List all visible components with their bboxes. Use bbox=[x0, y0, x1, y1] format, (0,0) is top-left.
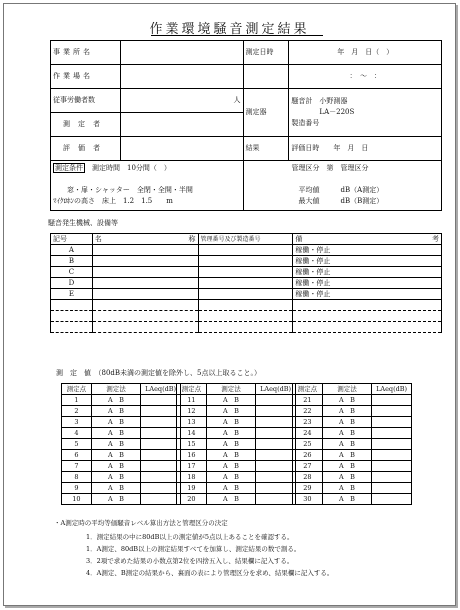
table-row bbox=[293, 483, 412, 494]
date-label: 測定日時 bbox=[243, 41, 289, 65]
workers-label: 従事労働者数 bbox=[51, 89, 121, 113]
db-cell[interactable] bbox=[372, 417, 412, 428]
method-cell[interactable]: A B bbox=[206, 406, 255, 417]
class-value: 第 管理区分 bbox=[326, 164, 369, 172]
title-underline bbox=[151, 35, 323, 36]
workplace-field[interactable] bbox=[120, 65, 243, 89]
point-number: 3 bbox=[62, 417, 92, 428]
eq-status[interactable]: 稼働・停止 bbox=[293, 278, 442, 289]
col-point: 測定点 bbox=[293, 384, 323, 395]
evaluator-field[interactable] bbox=[120, 137, 243, 161]
method-cell[interactable]: A B bbox=[91, 406, 140, 417]
evaluator-label: 評価者 bbox=[51, 137, 121, 161]
notes-title: ・A測定時の平均等価騒音レベル算出方法と管理区分の決定 bbox=[54, 519, 228, 527]
table-row bbox=[51, 289, 442, 300]
table-row bbox=[62, 395, 181, 406]
table-row bbox=[62, 494, 181, 505]
db-cell[interactable] bbox=[256, 461, 296, 472]
eq-code: E bbox=[51, 289, 93, 300]
point-number: 26 bbox=[293, 450, 323, 461]
table-row bbox=[62, 450, 181, 461]
point-number: 7 bbox=[62, 461, 92, 472]
measure-heading: 測 定 値 （80dB未満の測定値を除外し、5点以上取ること。） bbox=[56, 369, 261, 377]
eq-head-name: 名 称 bbox=[92, 234, 198, 245]
time-field[interactable] bbox=[289, 65, 442, 89]
workers-field[interactable] bbox=[120, 89, 243, 113]
db-cell[interactable] bbox=[141, 417, 181, 428]
table-row bbox=[293, 406, 412, 417]
cond-time: 測定時間 10分間（ ） bbox=[92, 164, 171, 172]
method-cell[interactable]: A B bbox=[322, 417, 371, 428]
measure-table-3 bbox=[292, 383, 412, 505]
point-number: 27 bbox=[293, 461, 323, 472]
col-method: 測定法 bbox=[206, 384, 255, 395]
method-cell[interactable]: A B bbox=[206, 494, 255, 505]
table-row bbox=[62, 439, 181, 450]
instrument-label: 測定器 bbox=[243, 89, 289, 137]
table-row bbox=[62, 428, 181, 439]
method-cell[interactable]: A B bbox=[91, 395, 140, 406]
method-cell[interactable]: A B bbox=[91, 450, 140, 461]
eq-status[interactable]: 稼働・停止 bbox=[293, 245, 442, 256]
point-number: 5 bbox=[62, 439, 92, 450]
point-number: 15 bbox=[177, 439, 207, 450]
db-cell[interactable] bbox=[256, 472, 296, 483]
table-row bbox=[62, 483, 181, 494]
eq-status[interactable]: 稼働・停止 bbox=[293, 289, 442, 300]
method-cell[interactable]: A B bbox=[206, 428, 255, 439]
method-cell[interactable]: A B bbox=[322, 483, 371, 494]
table-row bbox=[51, 311, 442, 322]
table-row bbox=[62, 472, 181, 483]
result-label: 結果 bbox=[243, 137, 289, 161]
method-cell[interactable]: A B bbox=[322, 439, 371, 450]
equipment-heading: 騒音発生機械、設備等 bbox=[48, 219, 118, 227]
table-row bbox=[293, 395, 412, 406]
db-cell[interactable] bbox=[141, 439, 181, 450]
table-row bbox=[293, 439, 412, 450]
db-cell[interactable] bbox=[372, 494, 412, 505]
table-row bbox=[177, 428, 296, 439]
instrument-field: 騒音計 小野測器 LA－220S 製造番号 bbox=[289, 89, 442, 137]
table-row bbox=[177, 494, 296, 505]
point-number: 24 bbox=[293, 428, 323, 439]
col-method: 測定法 bbox=[322, 384, 371, 395]
eq-code: B bbox=[51, 256, 93, 267]
max-value: dB（B測定） bbox=[340, 197, 384, 205]
info-table bbox=[50, 40, 442, 211]
point-number: 20 bbox=[177, 494, 207, 505]
point-number: 11 bbox=[177, 395, 207, 406]
point-number: 29 bbox=[293, 483, 323, 494]
point-number: 8 bbox=[62, 472, 92, 483]
db-cell[interactable] bbox=[256, 450, 296, 461]
measure-table-2 bbox=[176, 383, 296, 505]
point-number: 22 bbox=[293, 406, 323, 417]
method-cell[interactable]: A B bbox=[322, 428, 371, 439]
eq-head-note: 備 考 bbox=[293, 234, 442, 245]
table-row bbox=[51, 322, 442, 333]
method-cell[interactable]: A B bbox=[322, 395, 371, 406]
db-cell[interactable] bbox=[372, 428, 412, 439]
db-cell[interactable] bbox=[141, 406, 181, 417]
table-row bbox=[177, 450, 296, 461]
col-db: LAeq(dB) bbox=[372, 384, 412, 395]
table-row bbox=[62, 406, 181, 417]
point-number: 18 bbox=[177, 472, 207, 483]
db-cell[interactable] bbox=[141, 461, 181, 472]
place-field[interactable] bbox=[120, 41, 243, 65]
db-cell[interactable] bbox=[256, 406, 296, 417]
db-cell[interactable] bbox=[141, 472, 181, 483]
table-row bbox=[177, 417, 296, 428]
table-row bbox=[293, 417, 412, 428]
table-row bbox=[51, 245, 442, 256]
measurer-field[interactable] bbox=[120, 113, 243, 137]
measurer-label: 測定者 bbox=[51, 113, 121, 137]
eval-date-field[interactable]: 評価日時 年 月 日 bbox=[289, 137, 442, 161]
method-cell[interactable]: A B bbox=[206, 483, 255, 494]
date-field[interactable] bbox=[289, 41, 442, 65]
point-number: 1 bbox=[62, 395, 92, 406]
point-number: 16 bbox=[177, 450, 207, 461]
point-number: 19 bbox=[177, 483, 207, 494]
point-number: 30 bbox=[293, 494, 323, 505]
table-row bbox=[293, 450, 412, 461]
eq-code: A bbox=[51, 245, 93, 256]
method-cell[interactable]: A B bbox=[91, 472, 140, 483]
db-cell[interactable] bbox=[256, 494, 296, 505]
point-number: 10 bbox=[62, 494, 92, 505]
method-cell[interactable]: A B bbox=[206, 472, 255, 483]
point-number: 12 bbox=[177, 406, 207, 417]
point-number: 6 bbox=[62, 450, 92, 461]
date-value: 年 月 日（ ） bbox=[337, 48, 394, 56]
col-method: 測定法 bbox=[91, 384, 140, 395]
db-cell[interactable] bbox=[256, 395, 296, 406]
workplace-label: 作業場名 bbox=[51, 65, 121, 89]
cond-mic: ﾏｲｸﾛﾎﾝの高さ 床上 1.2 1.5 m bbox=[53, 197, 173, 205]
db-cell[interactable] bbox=[256, 483, 296, 494]
table-row bbox=[293, 461, 412, 472]
class-cell: 管理区分 第 管理区分 平均値 dB（A測定） 最大値 dB（B測定） bbox=[243, 161, 441, 211]
db-cell[interactable] bbox=[256, 439, 296, 450]
note-item: 4．A測定、B測定の結果から、裏面の表により管理区分を求め、結果欄に記入する。 bbox=[86, 569, 334, 577]
db-cell[interactable] bbox=[141, 450, 181, 461]
col-point: 測定点 bbox=[62, 384, 92, 395]
method-cell[interactable]: A B bbox=[91, 461, 140, 472]
db-cell[interactable] bbox=[372, 406, 412, 417]
method-cell[interactable]: A B bbox=[206, 461, 255, 472]
db-cell[interactable] bbox=[372, 395, 412, 406]
page-title: 作業環境騒音測定結果 bbox=[149, 22, 310, 37]
time-value: ： ～ ： bbox=[349, 72, 381, 80]
point-number: 21 bbox=[293, 395, 323, 406]
point-number: 13 bbox=[177, 417, 207, 428]
db-cell[interactable] bbox=[141, 483, 181, 494]
table-row bbox=[293, 428, 412, 439]
table-row bbox=[51, 267, 442, 278]
db-cell[interactable] bbox=[372, 483, 412, 494]
method-cell[interactable]: A B bbox=[322, 494, 371, 505]
eq-status[interactable]: 稼働・停止 bbox=[293, 267, 442, 278]
method-cell[interactable]: A B bbox=[206, 395, 255, 406]
point-number: 17 bbox=[177, 461, 207, 472]
table-row bbox=[51, 300, 442, 311]
point-number: 9 bbox=[62, 483, 92, 494]
eq-status[interactable]: 稼働・停止 bbox=[293, 256, 442, 267]
avg-value: dB（A測定） bbox=[340, 186, 384, 194]
table-row bbox=[62, 461, 181, 472]
eq-head-code: 記号 bbox=[51, 234, 93, 245]
method-cell[interactable]: A B bbox=[91, 494, 140, 505]
table-row bbox=[51, 256, 442, 267]
eq-head-serial: 管理番号及び製造番号 bbox=[198, 234, 293, 245]
note-item: 1．A測定、80dB以上の測定結果すべてを加算し、測定結果の数で割る。 bbox=[86, 545, 301, 553]
method-cell[interactable]: A B bbox=[322, 450, 371, 461]
point-number: 25 bbox=[293, 439, 323, 450]
place-label: 事業所名 bbox=[51, 41, 121, 65]
db-cell[interactable] bbox=[372, 472, 412, 483]
cond-window: 窓・扉・シャッター 全閉・全開・半開 bbox=[67, 186, 193, 194]
method-cell[interactable]: A B bbox=[206, 450, 255, 461]
method-cell[interactable]: A B bbox=[91, 417, 140, 428]
table-row bbox=[177, 406, 296, 417]
db-cell[interactable] bbox=[141, 395, 181, 406]
table-row bbox=[177, 483, 296, 494]
form-sheet bbox=[3, 3, 456, 606]
db-cell[interactable] bbox=[141, 428, 181, 439]
method-cell[interactable]: A B bbox=[91, 483, 140, 494]
db-cell[interactable] bbox=[141, 494, 181, 505]
method-cell[interactable]: A B bbox=[322, 406, 371, 417]
point-number: 4 bbox=[62, 428, 92, 439]
note-item: 3．2項で求めた結果の小数点第2位を四捨五入し、結果欄に記入する。 bbox=[86, 557, 294, 565]
point-number: 14 bbox=[177, 428, 207, 439]
point-number: 23 bbox=[293, 417, 323, 428]
method-cell[interactable]: A B bbox=[322, 461, 371, 472]
table-row bbox=[177, 472, 296, 483]
note-item: 1．測定結果の中に80dB以上の測定値が5点以上あることを確認する。 bbox=[86, 533, 294, 541]
method-cell[interactable]: A B bbox=[91, 428, 140, 439]
table-row bbox=[293, 472, 412, 483]
db-cell[interactable] bbox=[256, 428, 296, 439]
table-row bbox=[293, 494, 412, 505]
method-cell[interactable]: A B bbox=[322, 472, 371, 483]
table-row bbox=[177, 439, 296, 450]
conditions-label: 測定条件 bbox=[55, 164, 83, 172]
db-cell[interactable] bbox=[372, 450, 412, 461]
method-cell[interactable]: A B bbox=[206, 417, 255, 428]
table-row bbox=[177, 461, 296, 472]
method-cell[interactable]: A B bbox=[91, 439, 140, 450]
conditions-cell bbox=[51, 161, 244, 211]
point-number: 2 bbox=[62, 406, 92, 417]
point-number: 28 bbox=[293, 472, 323, 483]
db-cell[interactable] bbox=[372, 439, 412, 450]
col-db: LAeq(dB) bbox=[256, 384, 296, 395]
col-db: LAeq(dB) bbox=[141, 384, 181, 395]
eq-code: D bbox=[51, 278, 93, 289]
col-point: 測定点 bbox=[177, 384, 207, 395]
eq-code: C bbox=[51, 267, 93, 278]
table-row bbox=[177, 395, 296, 406]
measure-table-1 bbox=[61, 383, 181, 505]
table-row bbox=[62, 417, 181, 428]
table-row bbox=[51, 278, 442, 289]
method-cell[interactable]: A B bbox=[206, 439, 255, 450]
workers-unit: 人 bbox=[233, 96, 241, 104]
db-cell[interactable] bbox=[372, 461, 412, 472]
equipment-table bbox=[50, 233, 442, 333]
db-cell[interactable] bbox=[256, 417, 296, 428]
